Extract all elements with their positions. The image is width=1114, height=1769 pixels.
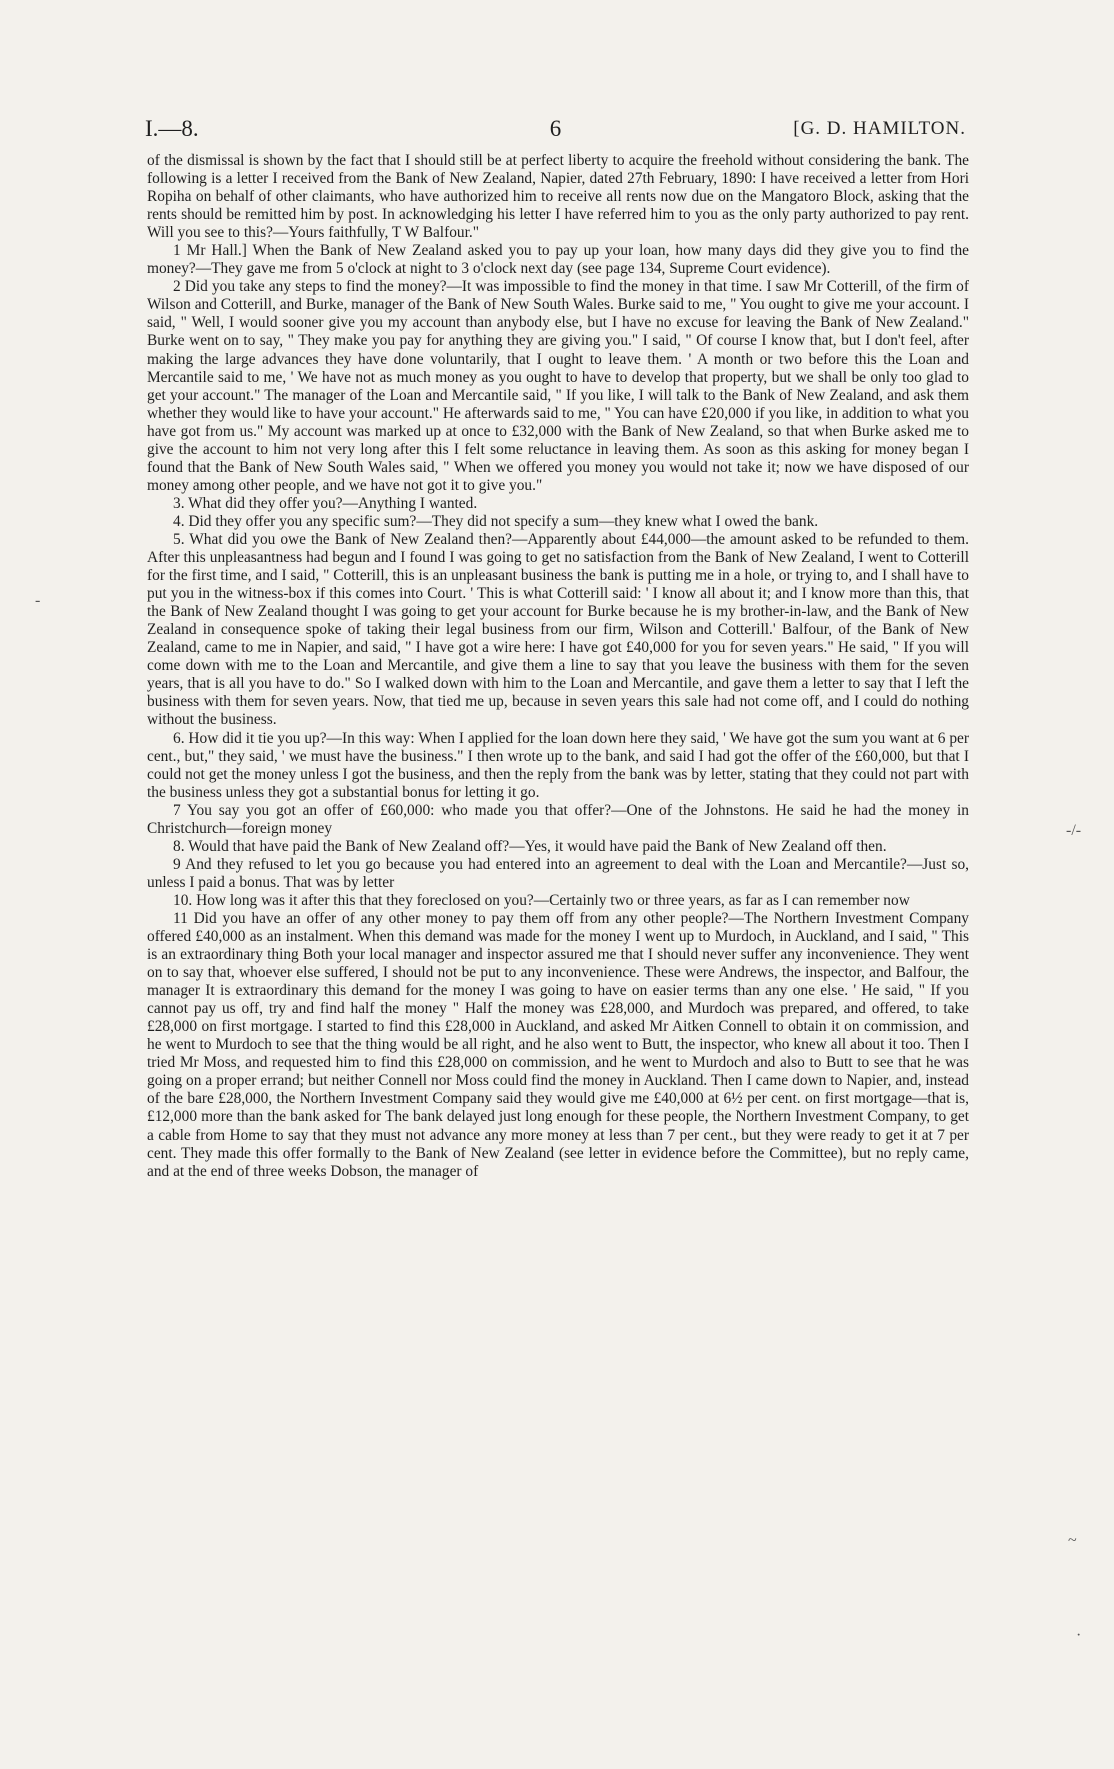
page-header [145,116,966,146]
paragraph-q7: 7 You say you got an offer of £60,000: who made you that offer?—One of the Johnstons. He said he had the money in Christchurch—foreign money [147,801,969,837]
paragraph-q5: 5. What did you owe the Bank of New Zealand then?—Apparently about £44,000—the amount asked to be refunded to them. After this unpleasantness had begun and I found I was going to get no satisfaction from the Bank of New Zealand, I went to Cotterill for the first time, and I said, " Cotterill, this is an unpleasant business the bank is putting me in a hole, or trying to, and I shall have to put you in the witness-box if this comes into Court. ' This is what Cotterill said: ' I know all about it; and I know more than this, that the Bank of New Zealand thought I was going to get your account for Burke because he is my brother-in-law, and the Bank of New Zealand in consequence spoke of taking their legal business from our firm, Wilson and Cotterill.' Balfour, of the Bank of New Zealand, came to me in Napier, and said, " I have got a wire here: I have got £40,000 for you for seven years." He said, " If you will come down with me to the Loan and Mercantile, and give them a line to say that you leave the business with them for the seven years, that is all you have to do." So I walked down with him to the Loan and Mercantile, and gave them a letter to say that I left the business with them for seven years. Now, that tied me up, because in seven years this sale had not come off, and I could do nothing without the business. [147,530,969,729]
page-number: 6 [549,116,562,141]
paragraph-q6: 6. How did it tie you up?—In this way: When I applied for the loan down here they said, ' We have got the sum you want at 6 per cent., but," they said, ' we must have the business." I then wrote up to the bank, and said I had got the offer of the £60,000, but that I could not get the money unless I got the business, and then the reply from the bank was by letter, stating that they could not part with the business unless they got a substantial bonus for letting it go. [147,729,969,801]
document-body [147,152,969,1181]
paragraph-q4: 4. Did they offer you any specific sum?—They did not specify a sum—they knew what I owed the bank. [173,512,819,530]
paragraph-q11: 11 Did you have an offer of any other money to pay them off from any other people?—The Northern Investment Company offered £40,000 as an instalment. When this demand was made for the money I went up to Murdoch, in Auckland, and I said, " This is an extraordinary thing Both your local manager and inspector assured me that I should never suffer any inconvenience. They went on to say that, whoever else suffered, I should not be put to any inconvenience. These were Andrews, the inspector, and Balfour, the manager It is extraordinary this demand for the money I was going to have on easier terms than any one else. ' He said, " If you cannot pay us off, try and find half the money " Half the money was £28,000, and Murdoch was prepared, and offered, to take £28,000 on first mortgage. I started to find this £28,000 in Auckland, and asked Mr Aitken Connell to obtain it on commission, and he went to Murdoch to see that the thing would be all right, and he also went to Butt, the inspector, who knew all about it too. Then I tried Mr Moss, and requested him to find this £28,000 on commission, and he went to Murdoch and also to Butt to see that he was going on a proper errand; but neither Connell nor Moss could find the money in Auckland. Then I came down to Napier, and, instead of the bare £28,000, the Northern Investment Company said they would give me £40,000 at 6½ per cent. on first mortgage—that is, £12,000 more than the bank asked for The bank delayed just long enough for these people, the Northern Investment Company, to get a cable from Home to say that they must not advance any more money at less than 7 per cent., but they were ready to get it at 7 per cent. They made this offer formally to the Bank of New Zealand (see letter in evidence before the Committee), but no reply came, and at the end of three weeks Dobson, the manager of [147,909,969,1180]
margin-mark: ~ [1068,1532,1077,1549]
paragraph-q10: 10. How long was it after this that they foreclosed on you?—Certainly two or three years, as far as I can remember now [173,891,910,909]
paragraph-q9: 9 And they refused to let you go because you had entered into an agreement to deal with the Loan and Mercantile?—Just so, unless I paid a bonus. That was by letter [147,855,969,891]
margin-mark: - [35,592,41,609]
paragraph-q8: 8. Would that have paid the Bank of New Zealand off?—Yes, it would have paid the Bank of New Zealand off then. [173,837,887,855]
paragraph-q1: 1 Mr Hall.] When the Bank of New Zealand asked you to pay up your loan, how many days did they give you to find the money?—They gave me from 5 o'clock at night to 3 o'clock next day (see page 134, Supreme Court evidence). [147,242,969,278]
paragraph-q3: 3. What did they offer you?—Anything I wanted. [173,494,478,512]
margin-mark: · [1076,1627,1082,1644]
margin-mark: -/- [1066,822,1082,839]
witness-name: [G. D. HAMILTON. [793,118,966,139]
report-reference: I.—8. [145,116,199,141]
paragraph-q2: 2 Did you take any steps to find the money?—It was impossible to find the money in that time. I saw Mr Cotterill, of the firm of Wilson and Cotterill, and Burke, manager of the Bank of New South Wales. Burke said to me, " You ought to give me your account. I said, " Well, I would sooner give you my account than anybody else, but I have no excuse for leaving the Bank of New Zealand." Burke went on to say, " They make you pay for anything they are giving you." I said, " Of course I know that, but I don't feel, after making the large advances they have done voluntarily, that I ought to leave them. ' A month or two before this the Loan and Mercantile said to me, ' We have not as much money as you ought to have to develop that property, but we shall be only too glad to get your account." The manager of the Loan and Mercantile said, " If you like, I will talk to the Bank of New Zealand, and ask them whether they would like to have your account." He afterwards said to me, " You can have £20,000 if you like, in addition to what you have got from us." My account was marked up at once to £32,000 with the Bank of New Zealand, so that when Burke asked me to give the account to him not very long after this I felt some reluctance in leaving them. As soon as this asking for money began I found that the Bank of New South Wales said, " When we offered you money you would not take it; now we have disposed of our money among other people, and we have not got it to give you." [147,278,969,494]
paragraph-continued-letter: of the dismissal is shown by the fact that I should still be at perfect liberty to acquire the freehold without considering the bank. The following is a letter I received from the Bank of New Zealand, Napier, dated 27th February, 1890: I have received a letter from Hori Ropiha on behalf of other claimants, who have authorized him to receive all rents now due on the Mangatoro Block, asking that the rents should be remitted him by post. In acknowledging his letter I have referred him to you as the only party authorized to pay rent. Will you see to this?—Yours faithfully, T W Balfour." [147,152,969,242]
